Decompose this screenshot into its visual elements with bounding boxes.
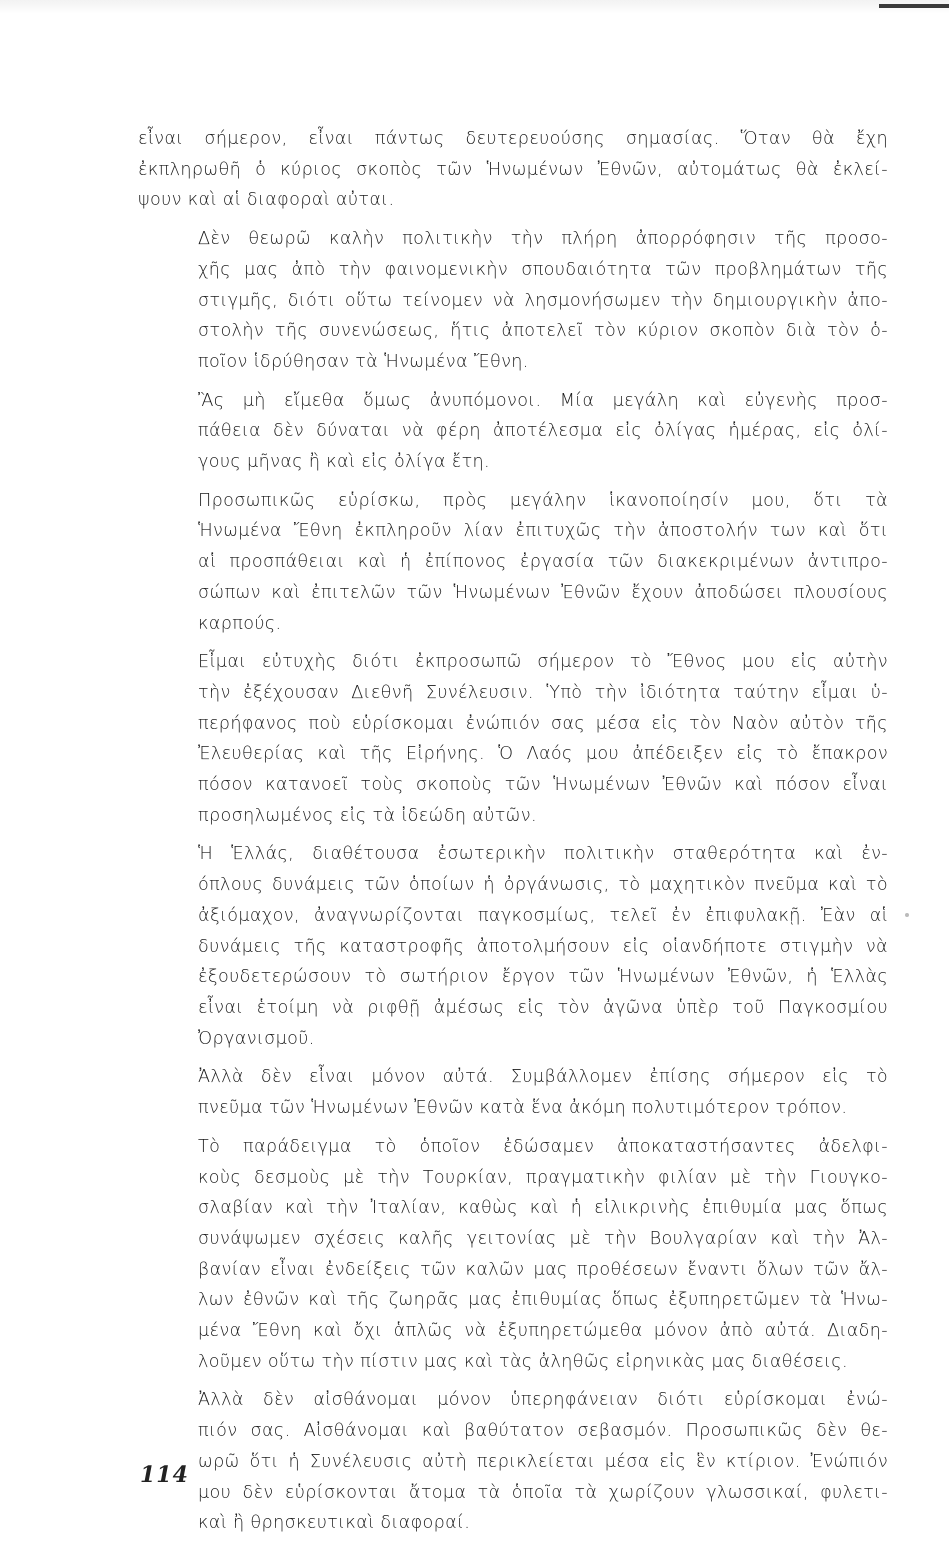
text-line: Ἐλευθερίας καὶ τῆς Εἰρήνης. Ὁ Λαός μου ἀπέδειξεν εἰς τὸ ἔπακρον — [198, 744, 888, 765]
text-line: σώπων καὶ ἐπιτελῶν τῶν Ἡνωμένων Ἐθνῶν ἔχουν ἀποδώσει πλουσίους — [198, 582, 888, 603]
paragraph-7 — [138, 1062, 888, 1123]
text-line: ψουν καὶ αἱ διαφοραὶ αὐται. — [138, 190, 395, 211]
text-line: δυνάμεις τῆς καταστροφῆς ἀποτολμήσουν εἰς οἱανδήποτε στιγμὴν νὰ — [198, 936, 888, 957]
text-line: ἐξουδετερώσουν τὸ σωτήριον ἔργον τῶν Ἡνωμένων Ἐθνῶν, ἡ Ἑλλὰς — [198, 967, 888, 988]
page-number: 114 — [140, 1462, 189, 1488]
text-line: χῆς μας ἀπὸ τὴν φαινομενικὴν σπουδαιότητα τῶν προβλημάτων τῆς — [198, 259, 888, 280]
text-line: ποῖον ἱδρύθησαν τὰ Ἡνωμένα Ἔθνη. — [198, 351, 529, 372]
text-line: σλαβίαν καὶ τὴν Ἰταλίαν, καθὼς καὶ ἡ εἰλικρινὴς ἐπιθυμία μας ὅπως — [198, 1198, 888, 1219]
text-line: γους μῆνας ἢ καὶ εἰς ὀλίγα ἔτη. — [198, 452, 490, 473]
paragraph-5 — [138, 647, 888, 831]
text-line: πιόν σας. Αἰσθάνομαι καὶ βαθύτατον σεβασμόν. Προσωπικῶς δὲν θε- — [198, 1421, 888, 1442]
text-line: προσηλωμένος εἰς τὰ ἰδεώδη αὐτῶν. — [198, 805, 537, 826]
text-line: Ἂς μὴ εἴμεθα ὅμως ἀνυπόμονοι. Μία μεγάλη καὶ εὐγενὴς προσ- — [198, 390, 888, 411]
page-top-edge — [0, 0, 949, 14]
body-text — [138, 124, 888, 1547]
text-line: στιγμῆς, διότι οὕτω τείνομεν νὰ λησμονήσωμεν τὴν δημιουργικὴν ἀπο- — [198, 290, 888, 311]
paragraph-6 — [138, 839, 888, 1054]
text-line: Ὀργανισμοῦ. — [198, 1028, 315, 1049]
text-line: καρπούς. — [198, 613, 282, 634]
text-line: λων ἐθνῶν καὶ τῆς ζωηρᾶς μας ἐπιθυμίας ὅπως ἐξυπηρετῶμεν τὰ Ἡνω- — [198, 1290, 888, 1311]
text-line: εἶναι σήμερον, εἶναι πάντως δευτερευούσης σημασίας. Ὅταν θὰ ἔχη — [138, 129, 888, 149]
text-line: ἐκπληρωθῆ ὁ κύριος σκοπὸς τῶν Ἡνωμένων Ἐθνῶν, αὐτομάτως θὰ ἐκλεί- — [138, 159, 888, 180]
text-line: Ἀλλὰ δὲν εἶναι μόνον αὐτά. Συμβάλλομεν ἐπίσης σήμερον εἰς τὸ — [198, 1067, 888, 1088]
text-line: ἀξιόμαχον, ἀναγνωρίζονται παγκοσμίως, τελεῖ ἐν ἐπιφυλακῇ. Ἐὰν αἱ — [198, 905, 888, 926]
text-line: μου δὲν εὑρίσκονται ἄτομα τὰ ὁποῖα τὰ χωρίζουν γλωσσικαί, φυλετι- — [198, 1482, 888, 1503]
text-line: καὶ ἢ θρησκευτικαὶ διαφοραί. — [198, 1513, 471, 1534]
text-line: κοὺς δεσμοὺς μὲ τὴν Τουρκίαν, πραγματικὴν φιλίαν μὲ τὴν Γιουγκο- — [198, 1167, 888, 1188]
text-line: όπλους δυνάμεις τῶν ὁποίων ἡ ὀργάνωσις, τὸ μαχητικὸν πνεῦμα καὶ τὸ — [198, 875, 888, 896]
text-line: Ἀλλὰ δὲν αἰσθάνομαι μόνον ὑπερηφάνειαν διότι εὑρίσκομαι ἐνώ- — [198, 1390, 888, 1411]
text-line: ωρῶ ὅτι ἡ Συνέλευσις αὐτὴ περικλείεται μέσα εἰς ἓν κτίριον. Ἐνώπιόν — [198, 1451, 888, 1472]
paragraph-3 — [138, 386, 888, 478]
text-line: εἶναι ἑτοίμη νὰ ριφθῇ ἀμέσως εἰς τὸν ἀγῶνα ὑπὲρ τοῦ Παγκοσμίου — [198, 997, 888, 1018]
text-line: Ἡνωμένα Ἔθνη ἐκπληροῦν λίαν ἐπιτυχῶς τὴν ἀποστολήν των καὶ ὅτι — [198, 521, 888, 542]
scan-speck — [905, 913, 909, 917]
text-line: λοῦμεν οὕτω τὴν πίστιν μας καὶ τὰς ἀληθῶς εἰρηνικὰς μας διαθέσεις. — [198, 1351, 848, 1372]
text-line: πάθεια δὲν δύναται νὰ φέρη ἀποτέλεσμα εἰς ὀλίγας ἡμέρας, εἰς ὀλί- — [198, 421, 888, 442]
text-line: Εἶμαι εὐτυχὴς διότι ἐκπροσωπῶ σήμερον τὸ Ἔθνος μου εἰς αὐτὴν — [198, 652, 888, 673]
paragraph-1 — [138, 124, 888, 216]
text-line: μένα Ἔθνη καὶ ὄχι ἁπλῶς νὰ ἐξυπηρετώμεθα μόνον ἀπὸ αὐτά. Διαδη- — [198, 1321, 888, 1342]
text-line: τὴν ἐξέχουσαν Διεθνῆ Συνέλευσιν. Ὑπὸ τὴν ἰδιότητα ταύτην εἶμαι ὑ- — [198, 682, 888, 703]
paragraph-4 — [138, 486, 888, 640]
paragraph-8 — [138, 1132, 888, 1378]
text-line: αἱ προσπάθειαι καὶ ἡ ἐπίπονος ἐργασία τῶν διακεκριμένων ἀντιπρο- — [198, 552, 888, 573]
text-line: συνάψωμεν σχέσεις καλῆς γειτονίας μὲ τὴν Βουλγαρίαν καὶ τὴν Ἀλ- — [198, 1228, 888, 1249]
paragraph-9 — [138, 1385, 888, 1539]
text-line: Δὲν θεωρῶ καλὴν πολιτικὴν τὴν πλήρη ἀπορρόφησιν τῆς προσο- — [198, 229, 888, 250]
paragraph-2 — [138, 224, 888, 378]
scan-edge-mark — [879, 4, 949, 8]
text-line: Τὸ παράδειγμα τὸ ὁποῖον ἐδώσαμεν ἀποκαταστήσαντες ἀδελφι- — [198, 1136, 888, 1157]
text-line: περήφανος ποὺ εὑρίσκομαι ἐνώπιόν σας μέσα εἰς τὸν Ναὸν αὐτὸν τῆς — [198, 713, 888, 734]
text-line: βανίαν εἶναι ἐνδείξεις τῶν καλῶν μας προθέσεων ἔναντι ὅλων τῶν ἄλ- — [198, 1259, 888, 1280]
text-line: Προσωπικῶς εὑρίσκω, πρὸς μεγάλην ἱκανοποίησίν μου, ὅτι τὰ — [198, 490, 888, 511]
text-line: πόσον κατανοεῖ τοὺς σκοποὺς τῶν Ἡνωμένων Ἐθνῶν καὶ πόσον εἶναι — [198, 775, 888, 796]
text-line: στολὴν τῆς συνενώσεως, ἥτις ἀποτελεῖ τὸν κύριον σκοπὸν διὰ τὸν ὁ- — [198, 321, 888, 342]
text-line: Ἡ Ἑλλάς, διαθέτουσα ἐσωτερικὴν πολιτικὴν σταθερότητα καὶ ἐν- — [198, 844, 888, 865]
text-line: πνεῦμα τῶν Ἡνωμένων Ἐθνῶν κατὰ ἕνα ἀκόμη πολυτιμότερον τρόπον. — [198, 1098, 848, 1119]
